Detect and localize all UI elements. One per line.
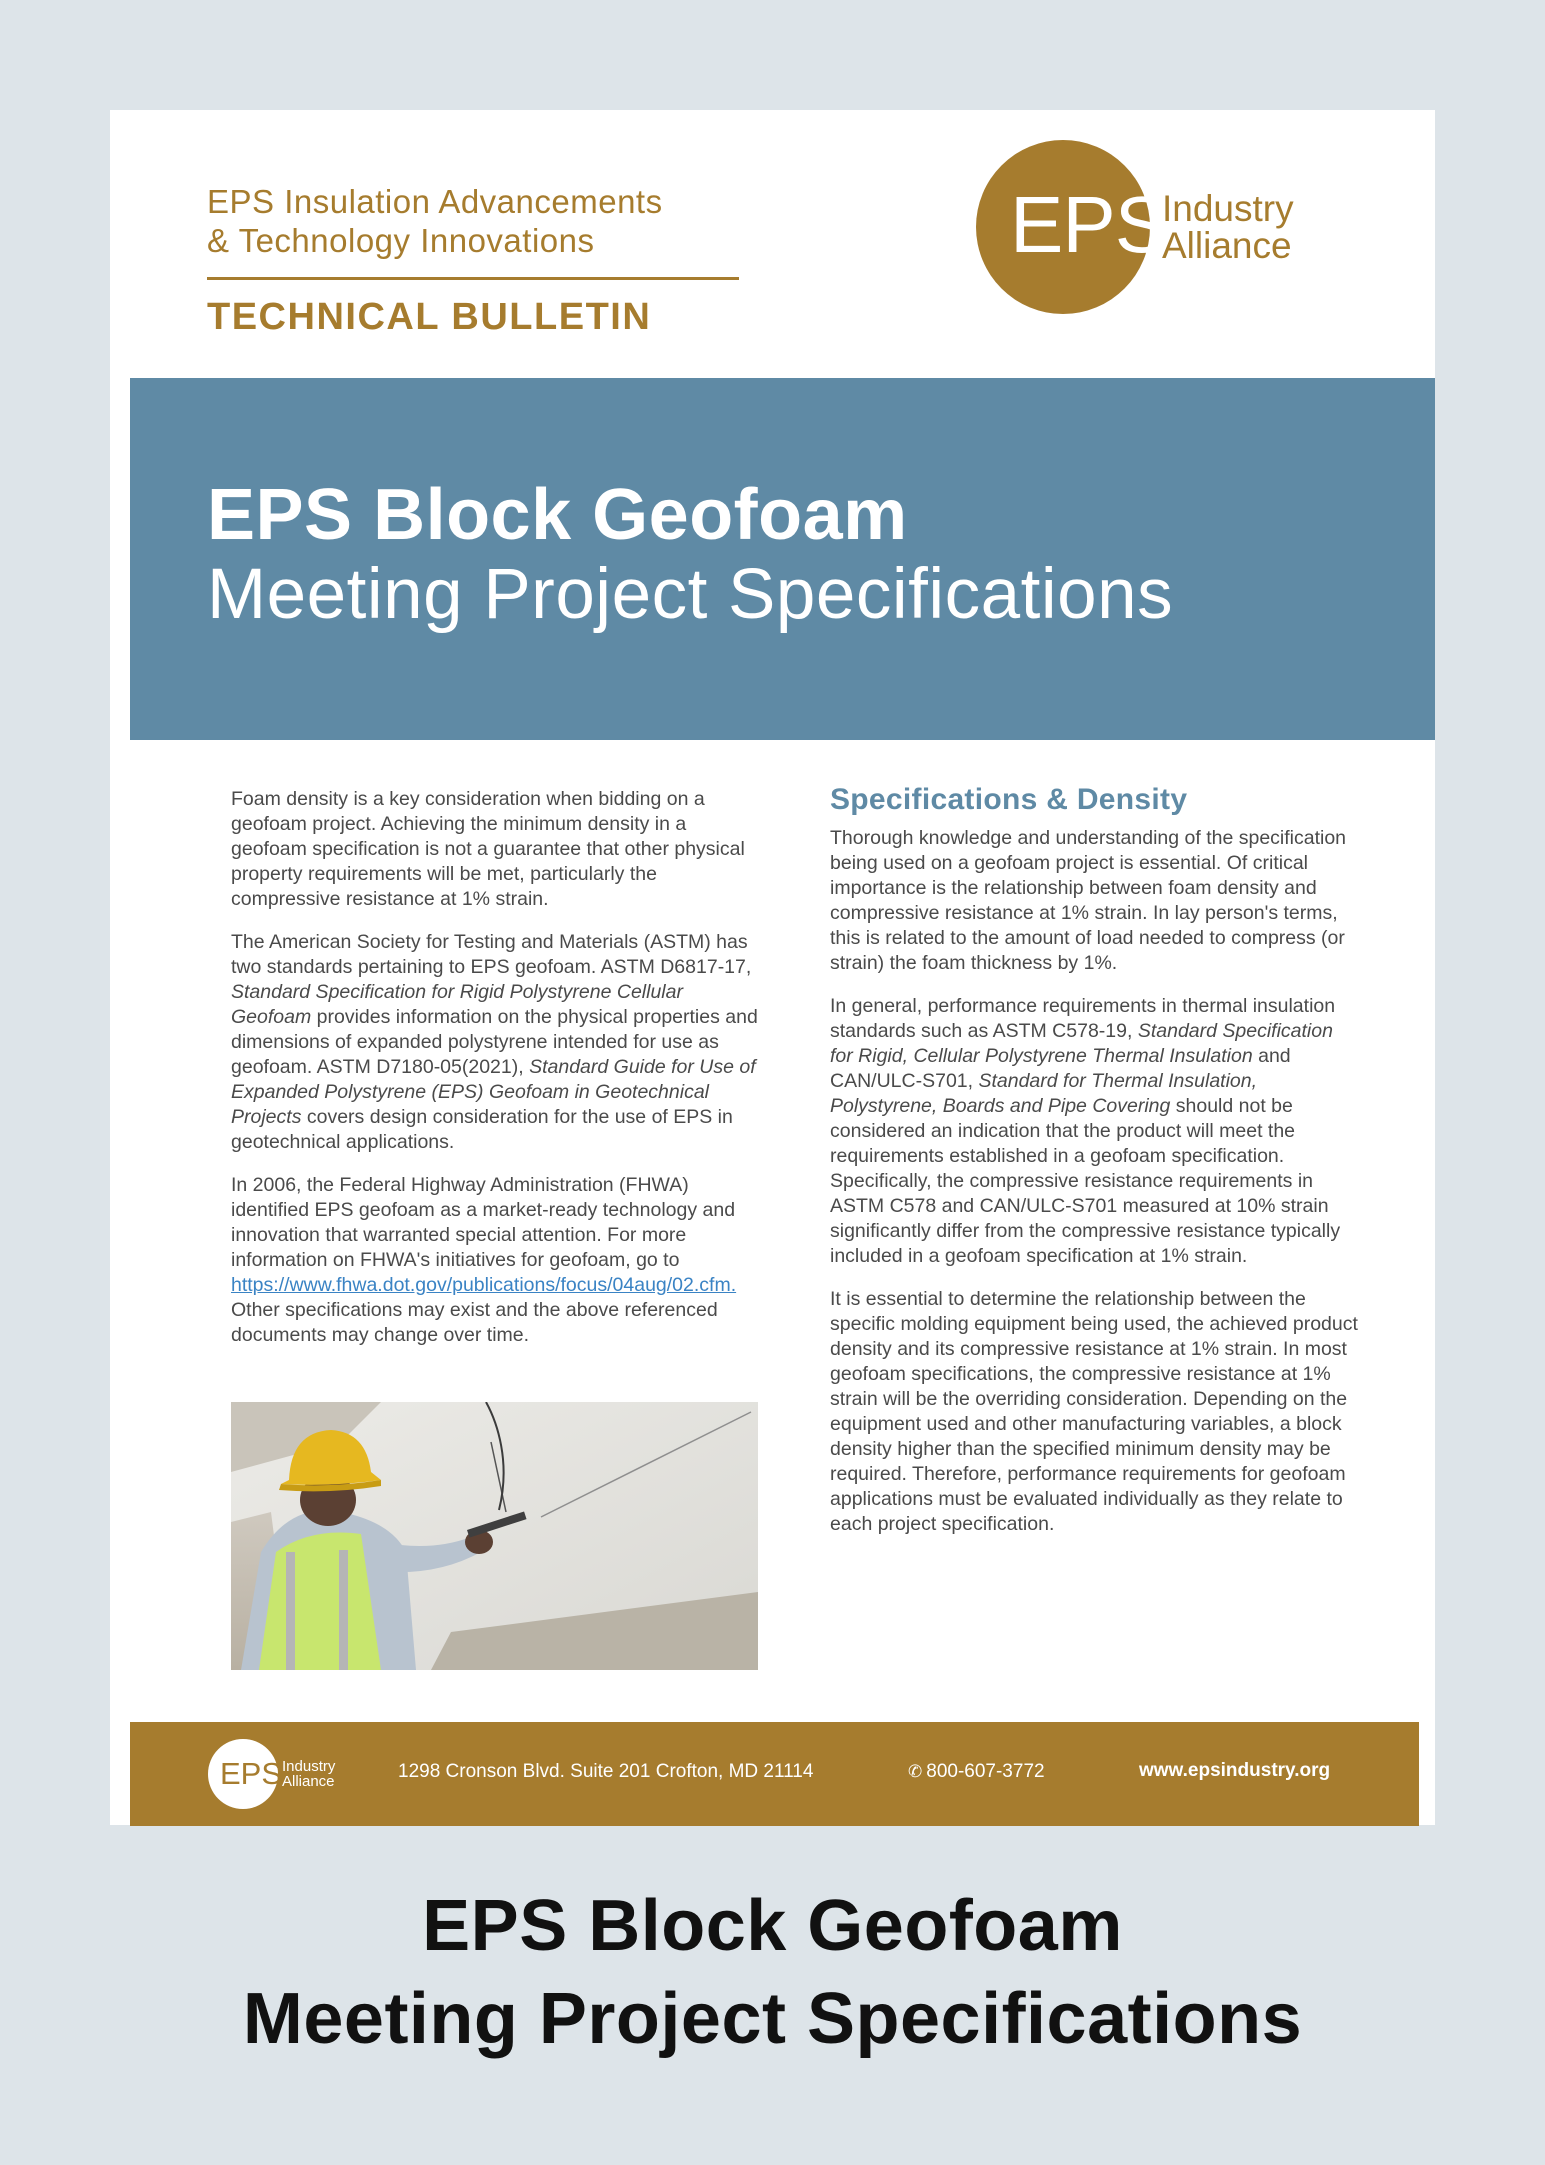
- caption-line-1: EPS Block Geofoam: [422, 1886, 1123, 1966]
- paragraph: [231, 930, 761, 1155]
- text-run: and CAN/ULC-S701,: [830, 1045, 1291, 1092]
- footer-logo-word-industry: Industry: [282, 1758, 336, 1775]
- paragraph: Foam density is a key consideration when bidding on a geofoam project. Achieving the minimum density in a geofoam specification is not a guarantee that other physical property requirements will be met, particularly the compressive resistance at 1% strain.: [231, 788, 745, 910]
- footer-logo-wordmark: [282, 1759, 335, 1789]
- footer-website-link[interactable]: www.epsindustry.org: [1139, 1760, 1331, 1781]
- logo-word-industry: Industry: [1162, 188, 1294, 229]
- text-run: In general, performance requirements in thermal insulation standards such as ASTM C578-19,: [830, 995, 1336, 1042]
- footer-bar: [130, 1722, 1419, 1826]
- caption-line-2: Meeting Project Specifications: [242, 1979, 1303, 2059]
- paragraph: It is essential to determine the relationship between the specific molding equipment being used, the achieved product density and its compressive resistance at 1% strain. In most geofoam specifications, the compressive resistance at 1% strain will be the overriding consideration. Depending on the equipment used and other manufacturing variables, a block density higher than the specified minimum density may be required. Therefore, performance requirements for geofoam applications must be evaluated individually as they relate to each project specification.: [830, 1288, 1358, 1535]
- page-caption: [0, 1880, 1545, 2066]
- right-column: [830, 783, 1360, 1555]
- italic-title: Standard Specification for Rigid Polystyrene Cellular Geofoam: [231, 981, 683, 1028]
- logo-eps-text: EPS: [1010, 180, 1168, 269]
- paragraph: Thorough knowledge and understanding of the specification being used on a geofoam project is essential. Of critical importance is the relationship between foam density and compressive resistance at 1% strain. In lay person's terms, this is related to the amount of load needed to compress (or strain) the foam thickness by 1%.: [830, 827, 1347, 974]
- text-run: covers design consideration for the use of EPS in geotechnical applications.: [231, 1106, 733, 1153]
- bulletin-page: [110, 110, 1435, 1825]
- footer-logo-word-alliance: Alliance: [282, 1773, 335, 1790]
- text-run: Other specifications may exist and the above referenced documents may change over time.: [231, 1299, 718, 1346]
- logo-wordmark: [1162, 190, 1294, 264]
- worker-cutting-geofoam-image: [231, 1402, 758, 1670]
- italic-title: Standard for Thermal Insulation, Polystyrene, Boards and Pipe Covering: [830, 1070, 1258, 1117]
- fhwa-link[interactable]: https://www.fhwa.dot.gov/publications/focus/04aug/02.cfm.: [231, 1274, 737, 1296]
- header-kicker: [207, 182, 747, 260]
- kicker-line-1: EPS Insulation Advancements: [207, 183, 663, 220]
- page-title: EPS Block Geofoam: [207, 475, 908, 555]
- text-run: In 2006, the Federal Highway Administration (FHWA) identified EPS geofoam as a market-ready technology and innovation that warranted special attention. For more information on FHWA's initiatives for geofoam, go to: [231, 1174, 736, 1271]
- footer-address: 1298 Cronson Blvd. Suite 201 Crofton, MD 21114: [398, 1761, 814, 1782]
- paragraph: [231, 1173, 761, 1348]
- title-banner: [130, 378, 1435, 740]
- italic-title: Standard Guide for Use of Expanded Polystyrene (EPS) Geofoam in Geotechnical Projects: [231, 1056, 756, 1128]
- kicker-line-2: & Technology Innovations: [207, 222, 595, 259]
- paragraph: [830, 994, 1360, 1269]
- footer-logo-eps: EPS: [220, 1756, 283, 1791]
- bulletin-label: TECHNICAL BULLETIN: [207, 296, 652, 338]
- text-run: should not be considered an indication that the product will meet the requirements established in a geofoam specification. Specifically, the compressive resistance requirements in ASTM C578 and CAN/ULC-S701 measured at 10% strain significantly differ from the compressive resistance typically included in a geofoam specification at 1% strain.: [830, 1095, 1341, 1267]
- page-subtitle: Meeting Project Specifications: [207, 555, 1174, 634]
- footer-phone-number: 800-607-3772: [926, 1761, 1045, 1782]
- eps-industry-alliance-logo: [976, 140, 1336, 316]
- phone-icon: ✆: [908, 1762, 923, 1781]
- worker-photo: [231, 1402, 758, 1670]
- footer-phone[interactable]: [908, 1761, 1045, 1783]
- header-divider: [207, 277, 739, 280]
- left-column: [231, 787, 761, 1366]
- text-run: provides information on the physical properties and dimensions of expanded polystyrene intended for use as geofoam. ASTM D7180-05(2021),: [231, 1006, 758, 1078]
- italic-title: Standard Specification for Rigid, Cellular Polystyrene Thermal Insulation: [830, 1020, 1333, 1067]
- text-run: The American Society for Testing and Materials (ASTM) has two standards pertaining to EPS geofoam. ASTM D6817-17,: [231, 931, 752, 978]
- logo-word-alliance: Alliance: [1162, 225, 1292, 266]
- section-heading: Specifications & Density: [830, 783, 1188, 816]
